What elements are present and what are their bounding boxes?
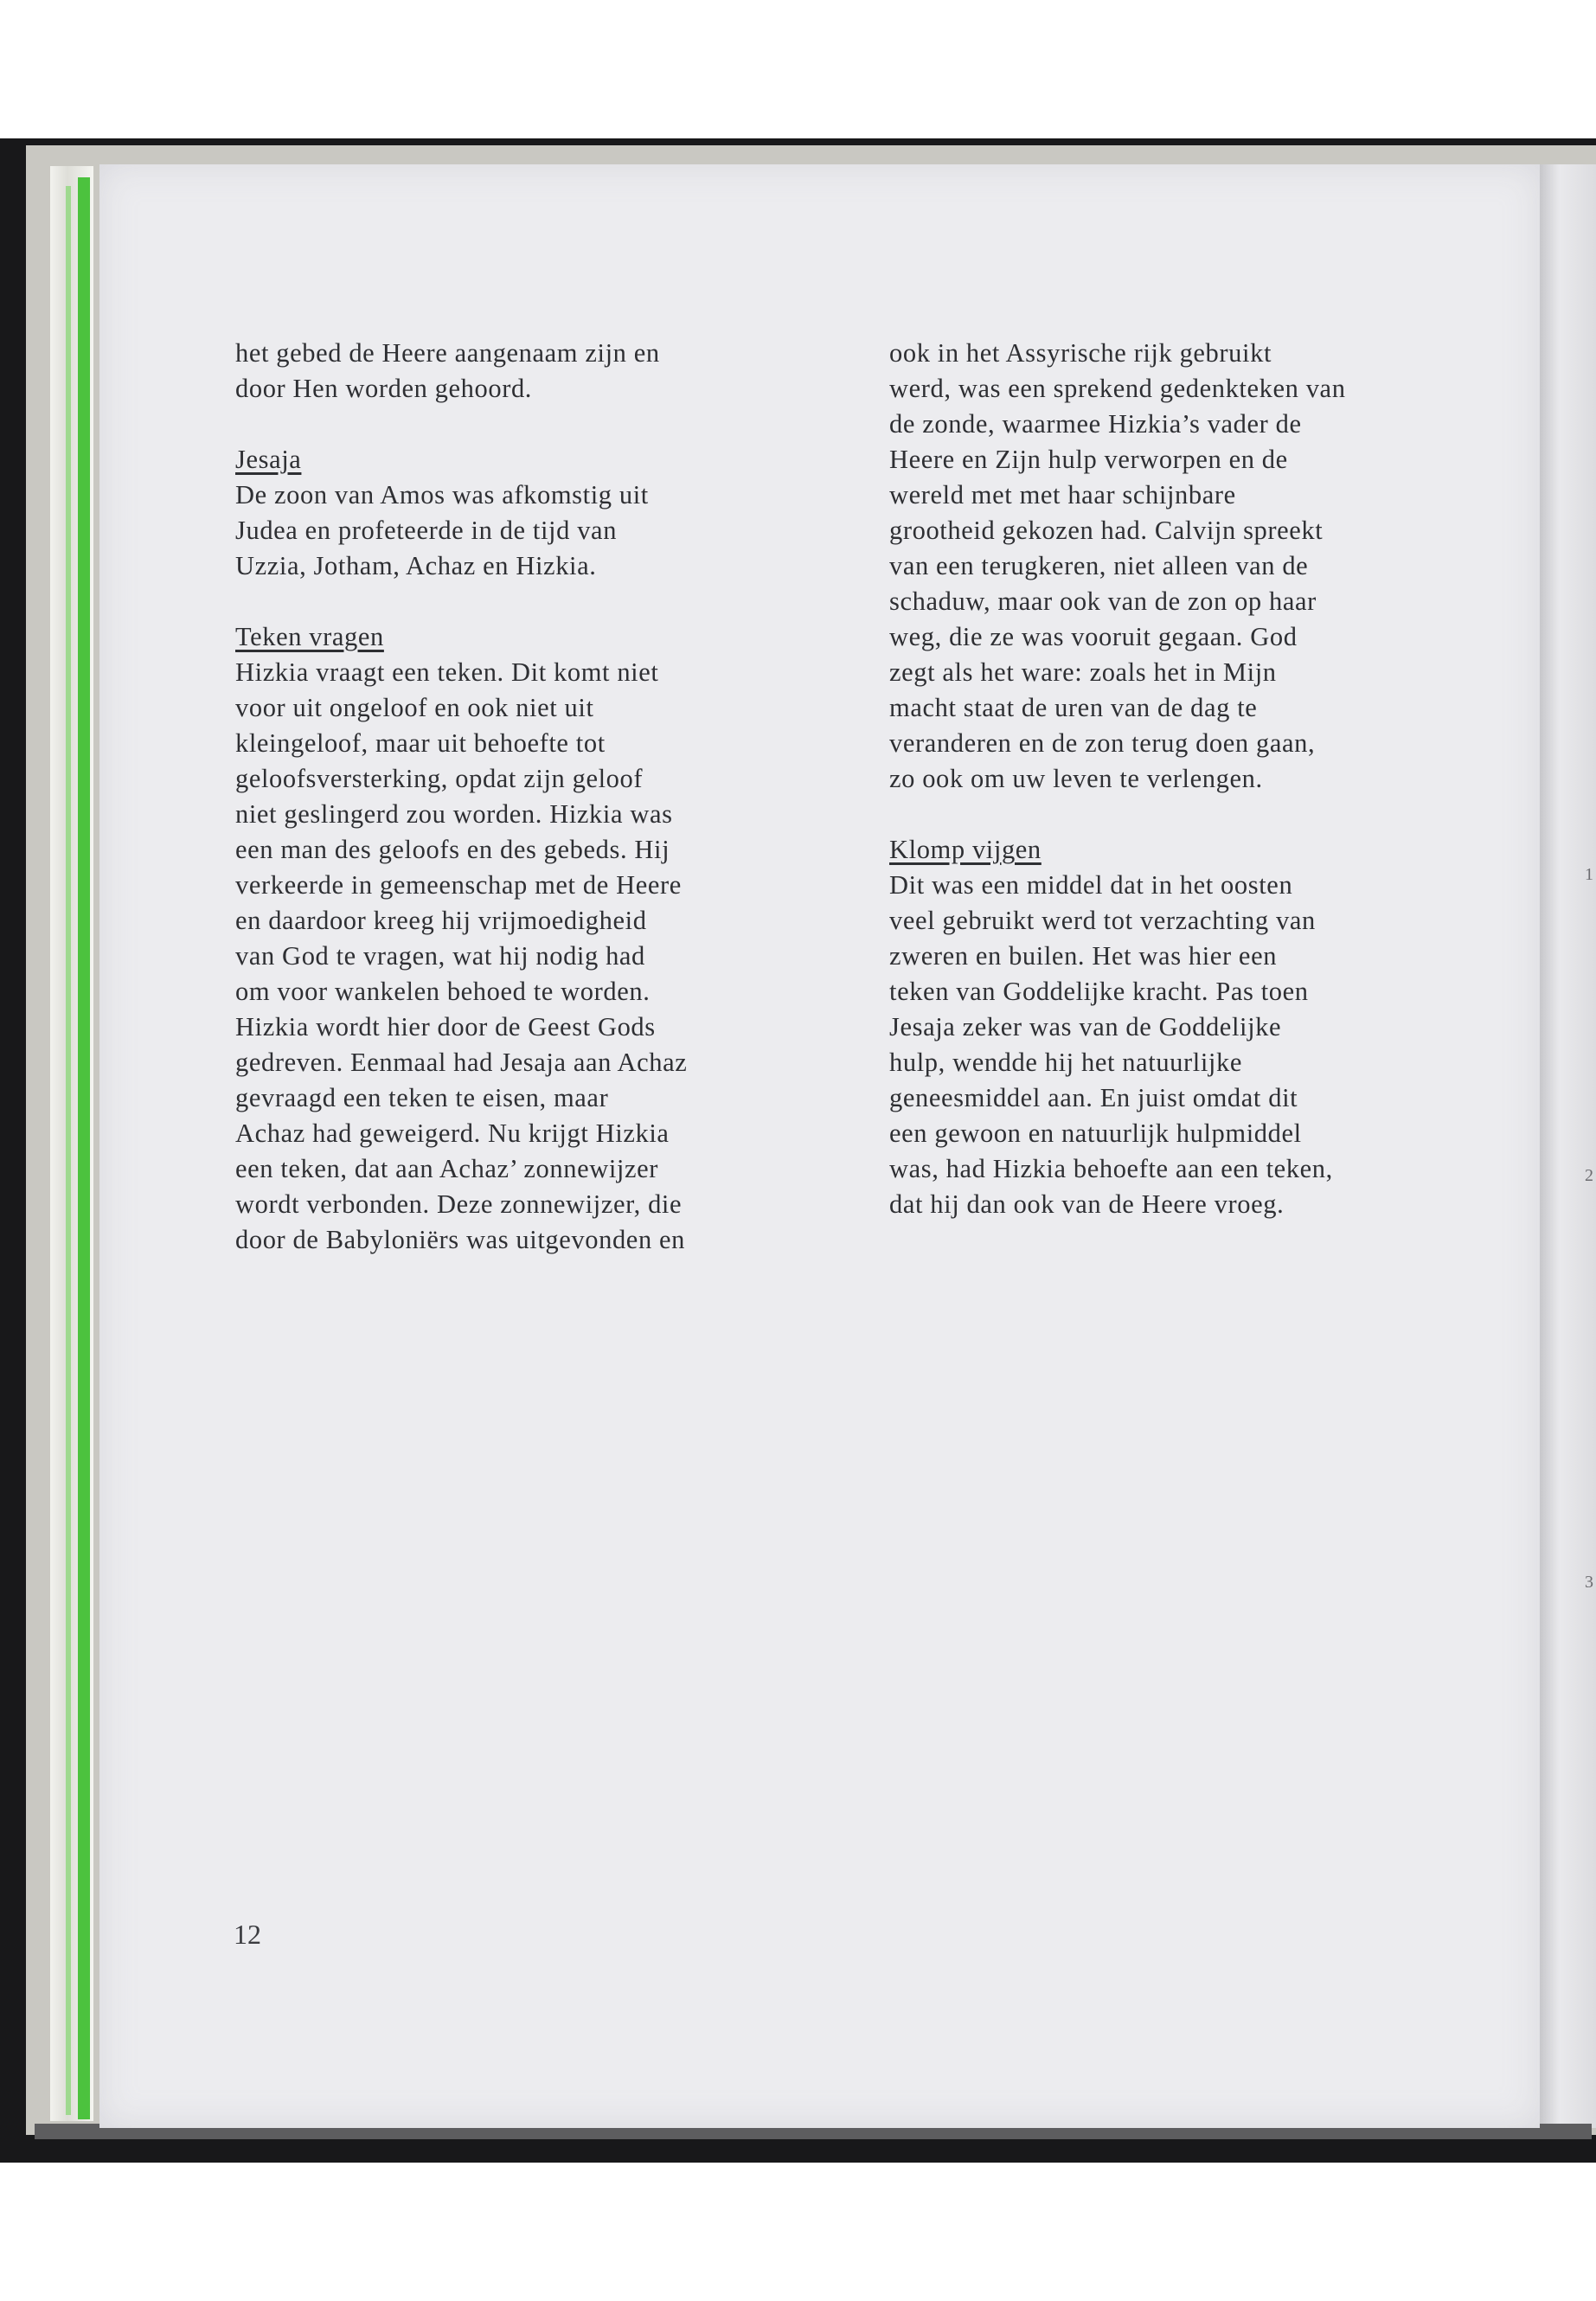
text-line: Hizkia vraagt een teken. Dit komt niet: [235, 657, 659, 687]
text-line: veel gebruikt werd tot verzachting van: [889, 906, 1316, 935]
section-heading-teken-vragen: Teken vragen: [235, 622, 384, 651]
text-line: voor uit ongeloof en ook niet uit: [235, 693, 594, 722]
text-line: Uzzia, Jotham, Achaz en Hizkia.: [235, 551, 597, 580]
margin-mark: 1: [1585, 865, 1593, 884]
text-line: om voor wankelen behoed te worden.: [235, 977, 651, 1006]
text-line: ook in het Assyrische rijk gebruikt: [889, 338, 1272, 368]
text-line: teken van Goddelijke kracht. Pas toen: [889, 977, 1309, 1006]
text-line: van een terugkeren, niet alleen van de: [889, 551, 1309, 580]
text-line: de zonde, waarmee Hizkia’s vader de: [889, 409, 1302, 439]
paragraph-continuation: [889, 336, 1512, 797]
left-column: [235, 336, 858, 1293]
text-line: veranderen en de zon terug doen gaan,: [889, 728, 1316, 758]
paragraph-teken-vragen: [235, 619, 858, 1258]
paragraph-jesaja: [235, 442, 858, 584]
text-line: gevraagd een teken te eisen, maar: [235, 1083, 609, 1112]
text-line: werd, was een sprekend gedenkteken van: [889, 374, 1346, 403]
text-line: zweren en builen. Het was hier een: [889, 941, 1278, 971]
text-line: schaduw, maar ook van de zon op haar: [889, 586, 1317, 616]
text-line: een gewoon en natuurlijk hulpmiddel: [889, 1118, 1302, 1148]
text-line: Dit was een middel dat in het oosten: [889, 870, 1293, 900]
text-line: niet geslingerd zou worden. Hizkia was: [235, 799, 673, 829]
text-line: dat hij dan ook van de Heere vroeg.: [889, 1189, 1285, 1219]
text-line: De zoon van Amos was afkomstig uit: [235, 480, 649, 510]
text-line: wordt verbonden. Deze zonnewijzer, die: [235, 1189, 683, 1219]
text-line: grootheid gekozen had. Calvijn spreekt: [889, 516, 1324, 545]
text-line: Heere en Zijn hulp verworpen en de: [889, 445, 1288, 474]
text-line: weg, die ze was vooruit gegaan. God: [889, 622, 1298, 651]
text-line: en daardoor kreeg hij vrijmoedigheid: [235, 906, 647, 935]
text-line: hulp, wendde hij het natuurlijke: [889, 1048, 1242, 1077]
text-line: door de Babyloniërs was uitgevonden en: [235, 1225, 686, 1254]
text-line: kleingeloof, maar uit behoefte tot: [235, 728, 606, 758]
bookmark-ribbon: [78, 177, 90, 2119]
margin-mark: 3: [1585, 1573, 1593, 1592]
text-line: van God te vragen, wat hij nodig had: [235, 941, 645, 971]
margin-mark: 2: [1585, 1166, 1593, 1185]
paragraph-intro: [235, 336, 858, 407]
section-heading-klomp-vijgen: Klomp vijgen: [889, 835, 1042, 864]
paragraph-klomp-vijgen: [889, 832, 1512, 1222]
text-line: Hizkia wordt hier door de Geest Gods: [235, 1012, 656, 1042]
right-column: [889, 336, 1512, 1258]
page-number: 12: [234, 1919, 261, 1950]
text-line: Judea en profeteerde in de tijd van: [235, 516, 618, 545]
section-heading-jesaja: Jesaja: [235, 445, 302, 474]
bookmark-ribbon-light: [66, 186, 71, 2115]
text-line: door Hen worden gehoord.: [235, 374, 533, 403]
text-line: verkeerde in gemeenschap met de Heere: [235, 870, 682, 900]
text-line: Achaz had geweigerd. Nu krijgt Hizkia: [235, 1118, 670, 1148]
text-line: het gebed de Heere aangenaam zijn en: [235, 338, 660, 368]
text-line: zo ook om uw leven te verlengen.: [889, 764, 1263, 793]
text-line: geloofsversterking, opdat zijn geloof: [235, 764, 644, 793]
text-line: een teken, dat aan Achaz’ zonnewijzer: [235, 1154, 659, 1183]
text-line: was, had Hizkia behoefte aan een teken,: [889, 1154, 1333, 1183]
text-line: een man des geloofs en des gebeds. Hij: [235, 835, 670, 864]
page-right-shadow: [1540, 164, 1596, 2128]
text-line: macht staat de uren van de dag te: [889, 693, 1258, 722]
text-line: Jesaja zeker was van de Goddelijke: [889, 1012, 1282, 1042]
text-line: wereld met met haar schijnbare: [889, 480, 1236, 510]
text-line: geneesmiddel aan. En juist omdat dit: [889, 1083, 1298, 1112]
text-line: gedreven. Eenmaal had Jesaja aan Achaz: [235, 1048, 688, 1077]
text-line: zegt als het ware: zoals het in Mijn: [889, 657, 1277, 687]
